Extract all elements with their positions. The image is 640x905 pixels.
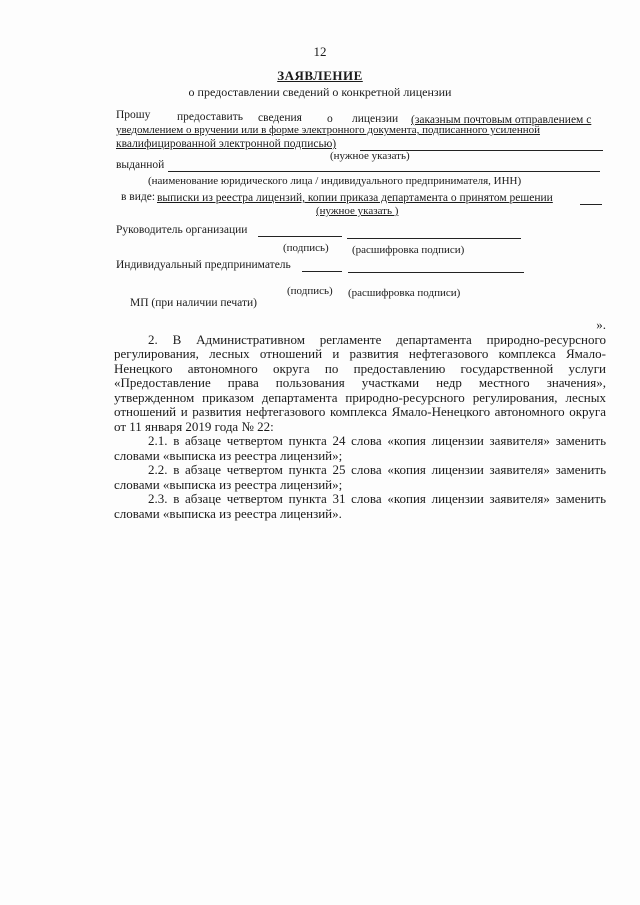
form-type-label: в виде: — [121, 191, 156, 203]
form-subtitle: о предоставлении сведений о конкретной лицензии — [188, 85, 452, 99]
stamp-label: МП (при наличии печати) — [130, 297, 257, 309]
delivery-option-line: (заказным почтовым отправлением с — [411, 114, 592, 126]
form-title: ЗАЯВЛЕНИЕ — [277, 68, 363, 83]
page-number: 12 — [313, 44, 327, 59]
request-word: о — [327, 113, 333, 125]
quote-closing-mark: ». — [596, 317, 606, 332]
choose-hint: (нужное указать) — [330, 150, 410, 162]
decode-hint: (расшифровка подписи) — [348, 287, 461, 299]
entrepreneur-label: Индивидуальный предприниматель — [116, 259, 291, 271]
delivery-option-line: уведомлением о вручении или в форме электронного документа, подписанного усиленной — [116, 124, 540, 136]
decode-line — [348, 272, 524, 273]
request-word: предоставить — [177, 111, 243, 123]
amendment-item: 2.1. в абзаце четвертом пункта 24 слова «копия лицензии заявителя» заменить словами «выписка из реестра лицензий»; — [114, 433, 606, 463]
fill-line — [580, 204, 602, 205]
choose-hint: (нужное указать ) — [316, 205, 399, 217]
form-type-options: выписки из реестра лицензий, копии приказа департамента о принятом решении — [157, 192, 553, 204]
request-word: Прошу — [116, 109, 151, 121]
signature-hint: (подпись) — [283, 242, 329, 254]
signature-line — [258, 236, 342, 237]
amendment-item: 2.2. в абзаце четвертом пункта 25 слова «копия лицензии заявителя» заменить словами «выписка из реестра лицензий»; — [114, 462, 606, 492]
request-word: лицензии — [352, 113, 399, 125]
amendment-item: 2.3. в абзаце четвертом пункта 31 слова «копия лицензии заявителя» заменить словами «выписка из реестра лицензий». — [114, 491, 606, 521]
amendment-intro: 2. В Административном регламенте департамента природно-ресурсного регулирования, лесных отношений и развития нефтегазового комплекса Ямало-Ненецкого автономного округа по предоставлению государственной услуги «Предоставление права пользования участками недр местного значения», утвержденном приказом департамента природно-ресурсного регулирования, лесных отношений и развития нефтегазового комплекса Ямало-Ненецкого автономного округа от 11 января 2019 года № 22: — [114, 331, 606, 434]
decode-line — [347, 238, 521, 239]
signature-line — [302, 271, 342, 272]
request-word: сведения — [258, 112, 302, 124]
issued-to-hint: (наименование юридического лица / индивидуального предпринимателя, ИНН) — [148, 175, 522, 187]
issued-to-label: выданной — [116, 159, 165, 171]
signature-hint: (подпись) — [287, 285, 333, 297]
head-label: Руководитель организации — [116, 224, 248, 236]
amendment-text — [114, 318, 606, 521]
issued-to-line — [168, 171, 600, 172]
decode-hint: (расшифровка подписи) — [352, 244, 465, 256]
delivery-option-line: квалифицированной электронной подписью) — [116, 138, 337, 150]
